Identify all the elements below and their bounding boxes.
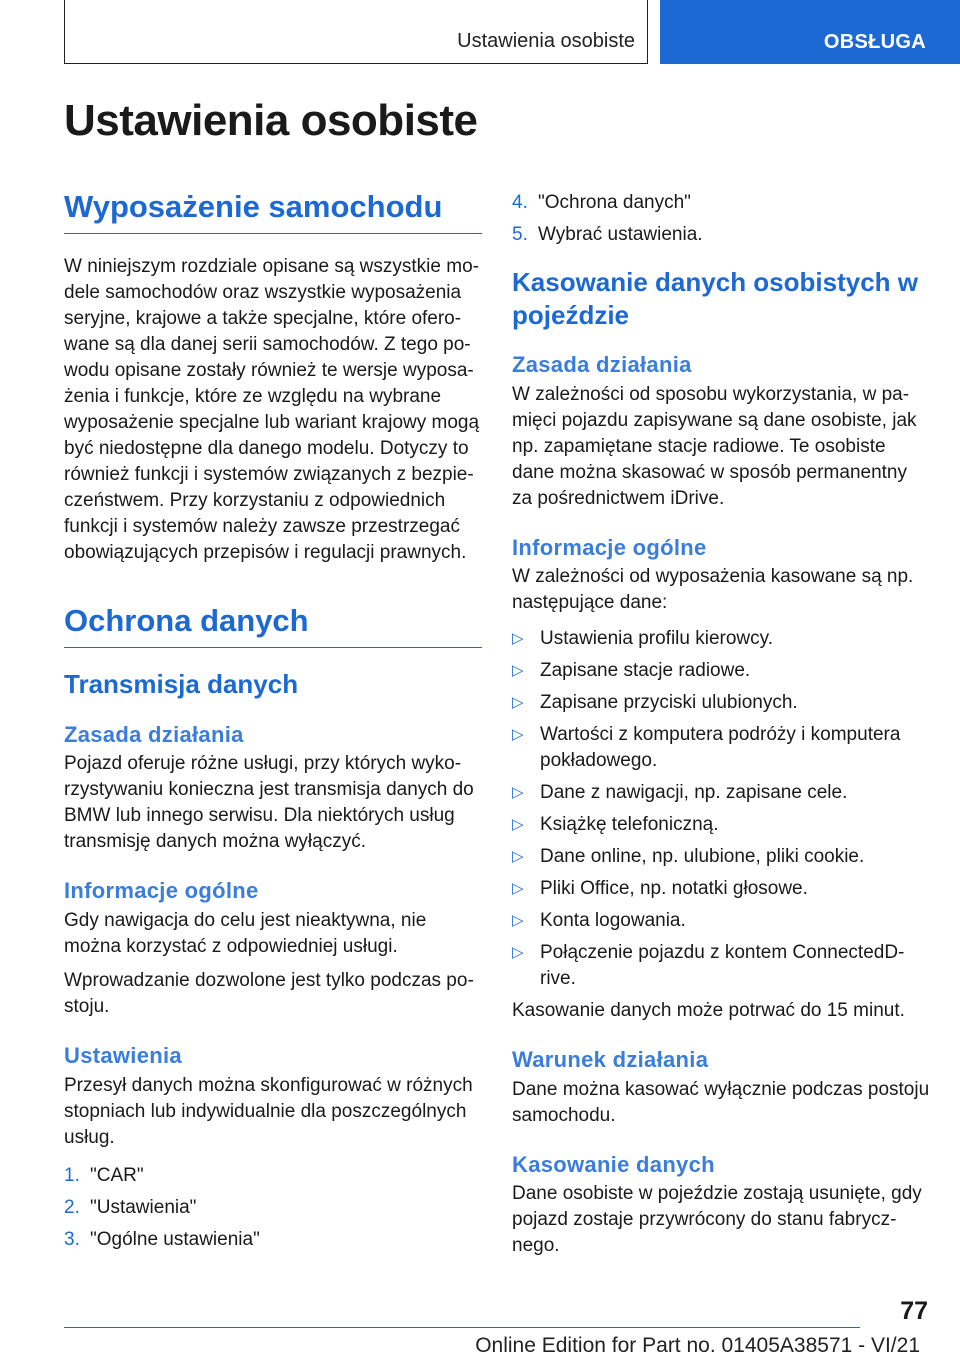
- heading-warunek: Warunek działania: [512, 1047, 709, 1073]
- step-text: "Ogólne ustawienia": [90, 1228, 260, 1250]
- header-section-label: OBSŁUGA: [823, 31, 926, 53]
- heading-transmisja: Transmisja danych: [64, 669, 299, 700]
- informacje-transmisja-text-1: Gdy nawigacja do celu jest nieaktywna, nie można korzystać z odpowiedniej usługi.: [64, 910, 427, 958]
- list-item: [512, 690, 930, 716]
- deleted-data-list: [512, 626, 930, 992]
- heading-informacje-kasowanie: Informacje ogólne: [512, 534, 707, 560]
- list-item-text: Ustawienia profilu kierowcy.: [540, 628, 774, 650]
- informacje-kasowanie-text: W zależności od wyposażenia kasowane są np. następujące dane:: [512, 566, 914, 614]
- steps-list-right: [512, 190, 930, 248]
- list-item: [512, 780, 930, 806]
- bullet-triangle-icon: ▷: [512, 848, 524, 866]
- zasada-transmisja-text: Pojazd oferuje różne usługi, przy których wyko-rzystywaniu konieczna jest transmisja danych do BMW lub innego serwisu. Dla niektórych usług transmisję danych można wyłączyć.: [64, 753, 474, 853]
- list-item: [512, 940, 930, 992]
- kasowanie-danych-text: Dane osobiste w pojeździe zostają usunięte, gdy pojazd zostaje przywrócony do stanu fabrycz-nego.: [512, 1183, 922, 1257]
- list-item-text: Połączenie pojazdu z kontem ConnectedD-rive.: [540, 942, 905, 990]
- step-item: [64, 1195, 482, 1221]
- bullet-triangle-icon: ▷: [512, 694, 524, 712]
- header-chapter-box: [64, 0, 648, 64]
- heading-kasowanie-danych: Kasowanie danych: [512, 1151, 715, 1177]
- bullet-triangle-icon: ▷: [512, 816, 524, 834]
- step-number: 5.: [512, 224, 528, 245]
- list-item: [512, 626, 930, 652]
- step-item: [512, 222, 930, 248]
- list-item-text: Pliki Office, np. notatki głosowe.: [540, 878, 808, 900]
- step-text: "Ustawienia": [90, 1196, 197, 1218]
- list-item: [512, 658, 930, 684]
- heading-informacje-transmisja: Informacje ogólne: [64, 878, 259, 904]
- list-item-text: Wartości z komputera podróży i komputera pokładowego.: [540, 724, 901, 772]
- heading-zasada-transmisja: Zasada działania: [64, 721, 244, 747]
- step-item: [64, 1163, 482, 1189]
- duration-text: Kasowanie danych może potrwać do 15 minut.: [512, 1000, 905, 1022]
- heading-ustawienia: Ustawienia: [64, 1043, 182, 1069]
- list-item-text: Dane online, np. ulubione, pliki cookie.: [540, 846, 865, 868]
- header-section-tab: [660, 0, 960, 64]
- step-number: 4.: [512, 192, 528, 213]
- step-number: 3.: [64, 1228, 80, 1250]
- steps-list-left: [64, 1163, 482, 1253]
- list-item: [512, 844, 930, 870]
- bullet-triangle-icon: ▷: [512, 726, 524, 744]
- page-number: 77: [900, 1297, 928, 1325]
- list-item-text: Zapisane przyciski ulubionych.: [540, 692, 798, 714]
- informacje-transmisja-text-2: Wprowadzanie dozwolone jest tylko podczas po-stoju.: [64, 970, 474, 1018]
- warunek-text: Dane można kasować wyłącznie podczas postoju samochodu.: [512, 1078, 930, 1126]
- heading-zasada-kasowanie: Zasada działania: [512, 352, 692, 377]
- wyposazenie-text: W niniejszym rozdziale opisane są wszystkie mo-dele samochodów oraz wszystkie wyposażenia seryjne, krajowe a także specjalne, które ofero-wane są dla danej serii samochodów. Z tego po-wodu opisane zostały również te wersje wyposa-żenia i funkcje, które ze względu na wybrane wyposażenie specjalne lub wariant krajowy mogą być niedostępne dla danego modelu. Dotyczy to również funkcji i systemów związanych z bezpie-czeństwem. Przy korzystaniu z odpowiednich funkcji i systemów należy zawsze przestrzegać obowiązujących przepisów i regulacji prawnych.: [64, 256, 480, 564]
- list-item-text: Zapisane stacje radiowe.: [540, 660, 751, 682]
- list-item-text: Konta logowania.: [540, 910, 686, 932]
- footer-edition: Online Edition for Part no. 01405A38571 - VI/21: [475, 1334, 920, 1357]
- step-text: "Ochrona danych": [538, 192, 691, 213]
- ustawienia-text: Przesył danych można skonfigurować w różnych stopniach lub indywidualnie dla poszczególnych usług.: [64, 1074, 473, 1148]
- heading-kasowanie-osobistych: Kasowanie danych osobistych w pojeździe: [512, 267, 918, 330]
- step-text: "CAR": [90, 1164, 144, 1186]
- step-text: Wybrać ustawienia.: [538, 224, 703, 245]
- list-item: [512, 722, 930, 774]
- bullet-triangle-icon: ▷: [512, 912, 524, 930]
- bullet-triangle-icon: ▷: [512, 944, 524, 962]
- step-item: [64, 1227, 482, 1253]
- bullet-triangle-icon: ▷: [512, 880, 524, 898]
- right-column: [512, 190, 930, 1259]
- step-number: 1.: [64, 1164, 80, 1186]
- heading-wyposazenie: Wyposażenie samochodu: [64, 188, 482, 234]
- list-item: [512, 812, 930, 838]
- bullet-triangle-icon: ▷: [512, 630, 524, 648]
- heading-ochrona: Ochrona danych: [64, 602, 482, 648]
- zasada-kasowanie-text: W zależności od sposobu wykorzystania, w pa-mięci pojazdu zapisywane są dane osobiste, jak np. zapamiętane stacje radiowe. Te osobiste dane można skasować w sposób permanentny za pośrednictwem iDrive.: [512, 383, 917, 509]
- step-number: 2.: [64, 1196, 80, 1218]
- page-title: Ustawienia osobiste: [64, 96, 478, 145]
- list-item-text: Dane z nawigacji, np. zapisane cele.: [540, 782, 848, 804]
- footer-divider: [64, 1327, 860, 1328]
- bullet-triangle-icon: ▷: [512, 784, 524, 802]
- header-chapter-title: Ustawienia osobiste: [457, 30, 635, 52]
- bullet-triangle-icon: ▷: [512, 662, 524, 680]
- list-item-text: Książkę telefoniczną.: [540, 814, 719, 836]
- list-item: [512, 876, 930, 902]
- step-item: [512, 190, 930, 216]
- list-item: [512, 908, 930, 934]
- left-column: [64, 188, 482, 1259]
